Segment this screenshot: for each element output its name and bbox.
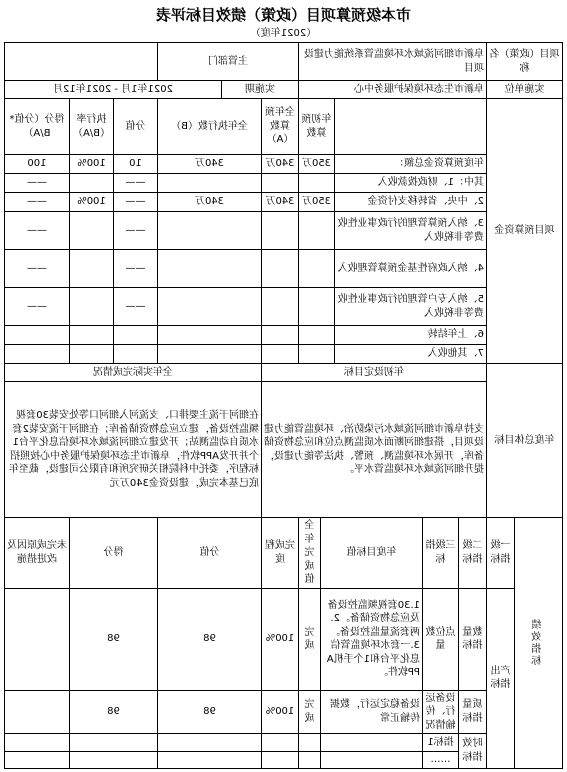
unit-value: 阜新市生态环境保护服务中心 <box>299 81 487 99</box>
evaluation-table <box>4 42 563 769</box>
page-title: 市本级预算项目（政策）绩效目标评表 <box>156 6 412 24</box>
budget-cell <box>70 326 114 345</box>
perf-score <box>158 734 262 752</box>
budget-cell <box>299 288 335 326</box>
budget-cell <box>299 326 335 345</box>
budget-cell <box>70 345 114 364</box>
perf-degree <box>262 734 299 752</box>
perf-level3: 指标1 <box>423 734 459 752</box>
budget-cell: 100% <box>70 155 114 174</box>
budget-header-executed: 全年执行数（B） <box>158 99 262 155</box>
budget-cell <box>70 174 114 193</box>
budget-header-blank <box>335 99 487 155</box>
budget-header-initial: 年初预算数 <box>299 99 335 155</box>
budget-row-label: 2、中央、省转移支付资金 <box>335 193 487 212</box>
perf-level3: 点位数量 <box>423 588 459 690</box>
budget-cell <box>70 288 114 326</box>
budget-cell <box>299 212 335 250</box>
perf-header-done: 全年完成值 <box>299 518 321 589</box>
annual-actual-header: 全年实际完成情况 <box>4 364 261 382</box>
perf-level2: 时效指标 <box>459 734 487 769</box>
budget-cell: 340万 <box>158 193 262 212</box>
budget-cell <box>4 345 69 364</box>
budget-cell: —— <box>114 250 158 288</box>
perf-target <box>321 734 423 752</box>
dept-value <box>4 43 157 81</box>
perf-degree: 100% <box>262 690 299 734</box>
budget-cell <box>114 326 158 345</box>
budget-cell <box>70 250 114 288</box>
budget-cell <box>299 174 335 193</box>
budget-cell: —— <box>114 212 158 250</box>
perf-score: 98 <box>158 588 262 690</box>
perf-reason <box>4 690 69 734</box>
budget-cell: —— <box>114 288 158 326</box>
budget-cell <box>262 288 299 326</box>
dept-label: 主管部门 <box>158 43 299 81</box>
budget-row-label: 7、其他收入 <box>335 345 487 364</box>
perf-points: 98 <box>70 690 158 734</box>
year-subtitle: （2021年度） <box>250 28 317 39</box>
project-name-label: 项目（政策）名称 <box>487 43 563 81</box>
budget-header-score: 分值 <box>114 99 158 155</box>
budget-cell <box>158 345 262 364</box>
budget-cell: —— <box>114 193 158 212</box>
annual-goal-header: 年初设定目标 <box>262 364 487 382</box>
budget-cell <box>158 212 262 250</box>
perf-header-score: 分值 <box>158 518 262 589</box>
project-name-value: 阜新市细河流域水环境监管系统能力建设项目 <box>299 43 487 81</box>
perf-done: 完成 <box>299 588 321 690</box>
perf-level1-output: 产出指标 <box>487 588 515 768</box>
budget-cell <box>299 250 335 288</box>
annual-section-label: 年度总体目标 <box>487 364 563 518</box>
budget-header-annual: 全年预算数（A） <box>262 99 299 155</box>
annual-actual-text: 在细河干流主要排口、支流河入细河口等处安装30套视频监控设备，建立应急物资储备库；在细河干流安装2套水质自动监测站；开发建立细河流域水环境信息化平台1个并开发APP软件，阜新市生态环境保护服务中心按照招标程序，委托中科院相关研究所和有限公司建设，截至年底已基本完成，建设资金340万元 <box>4 382 261 518</box>
budget-cell <box>262 174 299 193</box>
perf-reason <box>4 752 69 769</box>
perf-points <box>70 734 158 752</box>
perf-score <box>158 752 262 769</box>
perf-degree: 100% <box>262 588 299 690</box>
budget-cell: —— <box>4 250 69 288</box>
budget-header-rate: 执行率（B/A） <box>70 99 114 155</box>
budget-cell: 100% <box>70 193 114 212</box>
budget-cell <box>299 345 335 364</box>
perf-points <box>70 752 158 769</box>
perf-header-degree: 完成程度 <box>262 518 299 589</box>
budget-cell: —— <box>4 288 69 326</box>
perf-header-level3: 三级指标 <box>423 518 459 589</box>
annual-goal-text: 支持阜新市细河流域水污染防治、环境监管能力建设项目，搭建细河断面水质监测点位和应急物资储备库，开展水环境监测、预警、执法等能力建设，提升细河流域水环境监管水平。 <box>262 382 487 518</box>
budget-cell <box>158 326 262 345</box>
perf-level3: …… <box>423 752 459 769</box>
budget-cell <box>262 212 299 250</box>
perf-done <box>299 734 321 752</box>
budget-cell <box>262 326 299 345</box>
perf-header-target: 年度目标值 <box>321 518 423 589</box>
unit-label: 实施单位 <box>487 81 563 99</box>
budget-cell <box>158 288 262 326</box>
budget-cell: 350万 <box>299 193 335 212</box>
perf-level3: 设备运行、传输情况 <box>423 690 459 734</box>
budget-cell <box>262 250 299 288</box>
perf-degree <box>262 752 299 769</box>
budget-cell: 10 <box>114 155 158 174</box>
budget-cell: —— <box>4 193 69 212</box>
budget-cell: —— <box>114 174 158 193</box>
perf-target: 设备稳定运行，数据传输正常 <box>321 690 423 734</box>
budget-section-label: 项目预算资金 <box>487 99 563 364</box>
budget-row-label: 5、纳入专户管理的行政事业性收费等非税收入 <box>335 288 487 326</box>
budget-cell <box>262 345 299 364</box>
perf-reason <box>4 588 69 690</box>
perf-reason <box>4 734 69 752</box>
budget-cell: 340万 <box>262 193 299 212</box>
budget-cell: 340万 <box>262 155 299 174</box>
perf-header-points: 得分 <box>70 518 158 589</box>
perf-done: 完成 <box>299 690 321 734</box>
budget-cell <box>158 250 262 288</box>
budget-cell: 100 <box>4 155 69 174</box>
budget-cell <box>70 212 114 250</box>
budget-cell: —— <box>4 174 69 193</box>
perf-header-level1: 一级指标 <box>487 518 515 589</box>
budget-cell <box>114 345 158 364</box>
perf-target <box>321 752 423 769</box>
perf-header-reason: 未完成原因及改进措施 <box>4 518 69 589</box>
perf-done <box>299 752 321 769</box>
perf-header-level2: 二级指标 <box>459 518 487 589</box>
perf-target: 1.30套视频监控设备及应急物资储备。2.两套流量监控设备。3.一套水环境监管信息化平台和1个手机APP软件。 <box>321 588 423 690</box>
perf-points: 98 <box>70 588 158 690</box>
budget-row-label: 4、纳入政府性基金预算管理收入 <box>335 250 487 288</box>
budget-cell <box>4 326 69 345</box>
budget-row-label: 年度预算资金总额： <box>335 155 487 174</box>
budget-row-label: 6、上年结转 <box>335 326 487 345</box>
budget-row-label: 3、纳入预算管理的行政事业性收费等非税收入 <box>335 212 487 250</box>
perf-score: 98 <box>158 690 262 734</box>
period-label: 实施期 <box>222 81 299 99</box>
period-value: 2021年1月 - 2021年12月 <box>4 81 221 99</box>
budget-row-label: 其中：1、财政拨款收入 <box>335 174 487 193</box>
perf-section-label: 绩效指标 <box>515 518 563 769</box>
budget-cell <box>158 174 262 193</box>
perf-level2: 质量指标 <box>459 690 487 734</box>
budget-cell: 340万 <box>158 155 262 174</box>
budget-header-points: 得分（分值*B/A） <box>4 99 69 155</box>
budget-cell: —— <box>4 212 69 250</box>
budget-cell: 350万 <box>299 155 335 174</box>
perf-level2: 数量指标 <box>459 588 487 690</box>
